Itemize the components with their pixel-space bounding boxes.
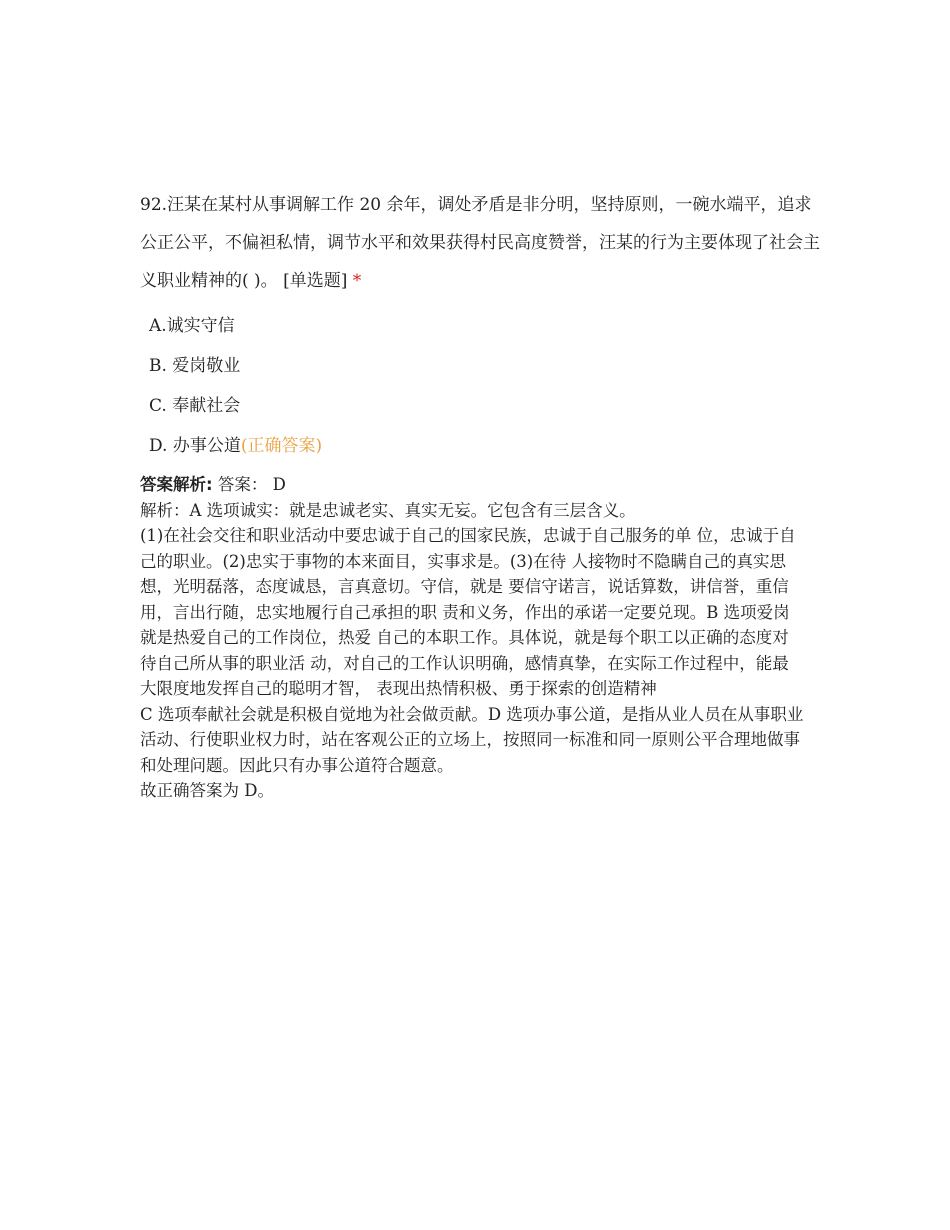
analysis-line: 故正确答案为 D。 xyxy=(140,781,274,800)
analysis-line: 大限度地发挥自己的聪明才智， 表现出热情积极、勇于探索的创造精神 xyxy=(140,679,657,698)
analysis-line: 就是热爱自己的工作岗位，热爱 自己的本职工作。具体说，就是每个职工以正确的态度对 xyxy=(140,628,789,647)
option-label: B. 爱岗敬业 xyxy=(149,356,241,376)
option-label: C. 奉献社会 xyxy=(149,396,241,416)
analysis-line: 用，言出行随，忠实地履行自己承担的职 责和义务，作出的承诺一定要兑现。B 选项爱岗 xyxy=(140,602,790,622)
option-d[interactable] xyxy=(149,426,820,466)
analysis-line: 想，光明磊落，态度诚恳，言真意切。守信，就是 要信守诺言，说话算数，讲信誉，重信 xyxy=(140,577,789,596)
option-a[interactable] xyxy=(149,306,820,346)
question-text xyxy=(140,186,820,300)
answer-value: 答案： D xyxy=(217,475,286,494)
analysis-line: 己的职业。(2)忠实于事物的本来面目，实事求是。(3)在待 人接物时不隐瞒自己的真实思 xyxy=(140,551,786,571)
analysis-line: C 选项奉献社会就是积极自觉地为社会做贡献。D 选项办事公道，是指从业人员在从事职业 xyxy=(140,704,804,724)
question-number: 92. xyxy=(140,195,168,215)
analysis-line: 活动、行使职业权力时，站在客观公正的立场上，按照同一标准和同一原则公平合理地做事 xyxy=(140,730,800,749)
analysis-line: 解析：A 选项诚实：就是忠诚老实、真实无妄。它包含有三层含义。 xyxy=(140,500,636,520)
answer-analysis xyxy=(140,472,820,804)
option-c[interactable] xyxy=(149,386,820,426)
analysis-label: 答案解析: xyxy=(140,475,213,494)
option-b[interactable] xyxy=(149,346,820,386)
options-list xyxy=(140,306,820,466)
correct-answer-tag: (正确答案) xyxy=(240,436,323,456)
question-block xyxy=(140,186,820,804)
analysis-line: 待自己所从事的职业活 动，对自己的工作认识明确，感情真挚，在实际工作过程中，能最 xyxy=(140,653,789,673)
question-type: [单选题] xyxy=(283,271,348,291)
required-mark: * xyxy=(352,271,362,291)
option-label: D. 办事公道 xyxy=(149,436,241,456)
question-body: 汪某在某村从事调解工作 20 余年，调处矛盾是非分明，坚持原则，一碗水端平，追求公正公平，不偏袒私情，调节水平和效果获得村民高度赞誉，汪某的行为主要体现了社会主义职业精神的( )。 xyxy=(140,195,820,291)
analysis-line: 和处理问题。因此只有办事公道符合题意。 xyxy=(140,755,454,775)
analysis-header xyxy=(140,472,820,498)
analysis-line: (1)在社会交往和职业活动中要忠诚于自己的国家民族，忠诚于自己服务的单 位，忠诚于自 xyxy=(140,526,796,545)
option-label: A.诚实守信 xyxy=(149,316,235,336)
